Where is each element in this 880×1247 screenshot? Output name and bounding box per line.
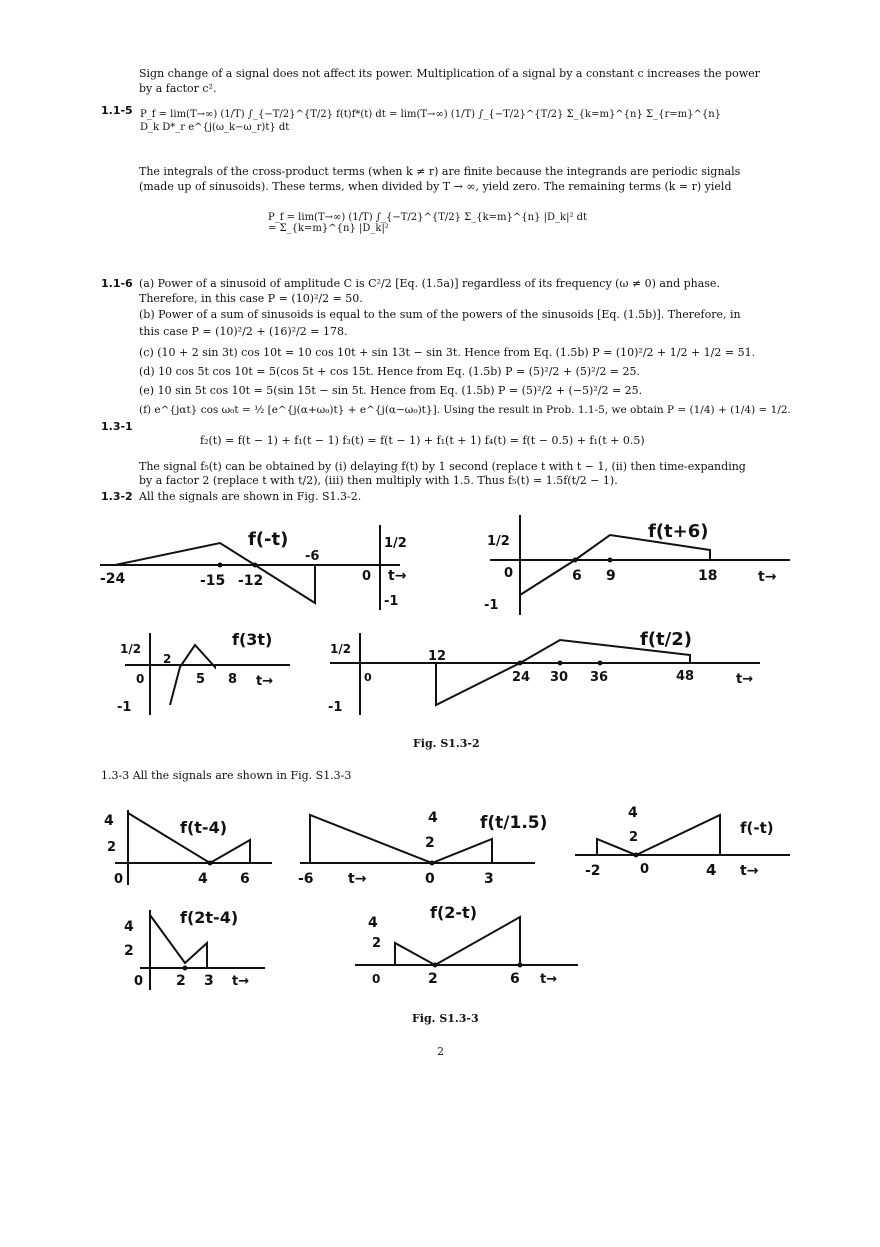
f3-g3-title: f(-t) xyxy=(740,819,774,837)
p116-c: (c) (10 + 2 sin 3t) cos 10t = 10 cos 10t + sin 13t − sin 3t. Hence from Eq. (1.5b) P = (10)²/2 + 1/2 + 1/2 = 51. xyxy=(139,346,756,359)
f3-g3-tick-0: 0 xyxy=(640,862,650,877)
f3-g5-tick-6: 6 xyxy=(510,971,520,987)
p116-f: (f) e^{jαt} cos ω₀t = ½ [e^{j(α+ω₀)t} + e^{j(α−ω₀)t}]. Using the result in Prob. 1.1-5, we obtain P = (1/4) + (1/4) = 1/2. xyxy=(139,404,791,416)
p131-text-1: The signal f₅(t) can be obtained by (i) delaying f(t) by 1 second (replace t with t − 1, (ii) then time-expanding xyxy=(139,460,746,473)
g1-tick-minus24: -24 xyxy=(100,571,126,587)
f3-g2-y4: 4 xyxy=(428,810,438,826)
p116-e: (e) 10 sin 5t cos 10t = 5(sin 15t − sin 5t. Hence from Eq. (1.5b) P = (5)²/2 + (−5)²/2 = 25. xyxy=(139,384,643,397)
f3-g4-axis-label: t→ xyxy=(232,974,250,989)
g3-title: f(3t) xyxy=(232,630,273,649)
f3-g5-y2: 2 xyxy=(372,936,382,951)
equation-power-result: P_f = lim(T→∞) (1/T) ∫_{−T/2}^{T/2} Σ_{k=m}^{n} |D_k|² dt = Σ_{k=m}^{n} |D_k|² xyxy=(268,212,588,234)
f3-g4-y2: 2 xyxy=(124,943,134,959)
f3-g5-tick-2: 2 xyxy=(428,971,438,987)
f3-g3-y4: 4 xyxy=(628,805,638,821)
g4-y-top: 1/2 xyxy=(330,642,352,656)
f3-g4-tick-0: 0 xyxy=(134,974,144,989)
g1-title: f(-t) xyxy=(248,529,289,550)
g1-tick-0: 0 xyxy=(362,569,372,584)
f3-g2-title: f(t/1.5) xyxy=(480,813,548,833)
p133-text: 1.3-3 All the signals are shown in Fig. S1.3-3 xyxy=(101,769,352,782)
p132-text: All the signals are shown in Fig. S1.3-2. xyxy=(139,490,362,503)
g3-peak: 2 xyxy=(163,652,172,666)
figure-s1-3-3 xyxy=(0,795,880,995)
g4-tick-36: 36 xyxy=(590,670,609,685)
g1-tick-minus12: -12 xyxy=(238,573,264,589)
f3-g1-tick-6: 6 xyxy=(240,871,250,887)
g2-title: f(t+6) xyxy=(648,521,709,542)
figure-s1-3-2 xyxy=(0,505,880,730)
g3-axis-label: t→ xyxy=(256,674,274,689)
g4-peak: 12 xyxy=(428,649,447,664)
f3-g1-y2: 2 xyxy=(107,840,117,855)
figure-caption-s1-3-3: Fig. S1.3-3 xyxy=(412,1012,479,1025)
g1-tick-minus6: -6 xyxy=(305,549,320,564)
f3-g2-tick-3: 3 xyxy=(484,871,494,887)
f3-g2-axis-label: t→ xyxy=(348,871,367,887)
g3-tick-5: 5 xyxy=(196,672,206,687)
p116-a-line-2: Therefore, in this case P = (10)²/2 = 50. xyxy=(139,292,363,305)
g2-curve xyxy=(520,535,710,595)
g3-y-top: 1/2 xyxy=(120,642,142,656)
problem-label-1-1-5: 1.1-5 xyxy=(101,104,133,117)
g2-tick-18: 18 xyxy=(698,568,718,584)
p116-b-line-1: (b) Power of a sum of sinusoids is equal to the sum of the powers of the sinusoids [Eq. (1.5b)]. Therefore, in xyxy=(139,308,741,321)
problem-label-1-3-1: 1.3-1 xyxy=(101,420,133,433)
g4-title: f(t/2) xyxy=(640,629,692,650)
problem-label-1-3-2: 1.3-2 xyxy=(101,490,133,503)
page-number: 2 xyxy=(437,1045,444,1058)
g4-tick-48: 48 xyxy=(676,669,695,684)
g2-y-top: 1/2 xyxy=(487,534,510,549)
g3-curve xyxy=(597,815,720,855)
f3-g2-y2: 2 xyxy=(425,835,435,851)
f3-g4-tick-3: 3 xyxy=(204,973,214,989)
p131-text-2: by a factor 2 (replace t with t/2), (iii) then multiply with 1.5. Thus f₅(t) = 1.5f(t/2 − 1). xyxy=(139,474,618,487)
g3-tick-0: 0 xyxy=(136,672,145,686)
f3-g2-tick-minus6: -6 xyxy=(298,871,314,887)
g2-curve xyxy=(310,815,492,863)
p131-equation: f₂(t) = f(t − 1) + f₁(t − 1) f₃(t) = f(t − 1) + f₁(t + 1) f₄(t) = f(t − 0.5) + f₁(t + 0.5) xyxy=(200,434,645,447)
f3-g4-title: f(2t-4) xyxy=(180,908,239,927)
figure-caption-s1-3-2: Fig. S1.3-2 xyxy=(413,737,480,750)
f3-g3-axis-label: t→ xyxy=(740,863,759,879)
f3-g2-tick-0: 0 xyxy=(425,871,435,887)
g2-tick-0: 0 xyxy=(504,566,514,581)
g4-tick-30: 30 xyxy=(550,670,569,685)
p116-d: (d) 10 cos 5t cos 10t = 5(cos 5t + cos 15t. Hence from Eq. (1.5b) P = (5)²/2 + (5)²/2 = 25. xyxy=(139,365,641,378)
equation-power-cross-product: P_f = lim(T→∞) (1/T) ∫_{−T/2}^{T/2} f(t)f*(t) dt = lim(T→∞) (1/T) ∫_{−T/2}^{T/2} Σ_{k=m}^{n} Σ_{r=m}^{n} D_k D*_r e^{j(ω_k−ω_r)t} dt xyxy=(140,109,722,133)
intro-line-1: Sign change of a signal does not affect its power. Multiplication of a signal by a constant c increases the power xyxy=(139,67,760,80)
f3-g3-y2: 2 xyxy=(629,830,639,845)
f3-g4-tick-2: 2 xyxy=(176,973,186,989)
f3-g5-tick-0: 0 xyxy=(372,972,381,986)
p115-text-1: The integrals of the cross-product terms (when k ≠ r) are finite because the integrands are periodic signals xyxy=(139,165,741,178)
g3-curve xyxy=(170,645,215,705)
g2-axis-label: t→ xyxy=(758,569,777,585)
g5-curve xyxy=(395,917,520,965)
f3-g3-tick-minus2: -2 xyxy=(585,863,601,879)
g3-y-bottom: -1 xyxy=(117,700,132,715)
g2-tick-6: 6 xyxy=(572,568,582,584)
p116-b-line-2: this case P = (10)²/2 + (16)²/2 = 178. xyxy=(139,325,348,338)
g4-y-bottom: -1 xyxy=(328,700,343,715)
p115-text-2: (made up of sinusoids). These terms, when divided by T → ∞, yield zero. The remaining terms (k = r) yield xyxy=(139,180,732,193)
f3-g5-y4: 4 xyxy=(368,915,378,931)
f3-g3-tick-4: 4 xyxy=(706,861,717,879)
f3-g4-y4: 4 xyxy=(124,919,134,935)
g1-tick-minus15: -15 xyxy=(200,573,226,589)
f3-g1-tick-0: 0 xyxy=(114,872,124,887)
g4-tick-0: 0 xyxy=(364,671,372,684)
p116-a-line-1: (a) Power of a sinusoid of amplitude C is C²/2 [Eq. (1.5a)] regardless of its frequency (ω ≠ 0) and phase. xyxy=(139,277,720,290)
problem-label-1-1-6: 1.1-6 xyxy=(101,277,133,290)
f3-g5-title: f(2-t) xyxy=(430,903,478,922)
g4-axis-label: t→ xyxy=(736,672,754,687)
g1-axis-label: t→ xyxy=(388,568,407,584)
g2-tick-9: 9 xyxy=(606,568,616,584)
g4-tick-24: 24 xyxy=(512,670,531,685)
f3-g5-axis-label: t→ xyxy=(540,972,558,987)
g2-y-bottom: -1 xyxy=(484,598,499,613)
f3-g1-title: f(t-4) xyxy=(180,818,228,837)
f3-g1-tick-4: 4 xyxy=(198,871,208,887)
g1-y-bottom: -1 xyxy=(384,594,399,609)
intro-line-2: by a factor c². xyxy=(139,82,217,95)
f3-g1-y4: 4 xyxy=(104,813,114,829)
g1-y-top: 1/2 xyxy=(384,536,407,551)
g3-tick-8: 8 xyxy=(228,672,238,687)
